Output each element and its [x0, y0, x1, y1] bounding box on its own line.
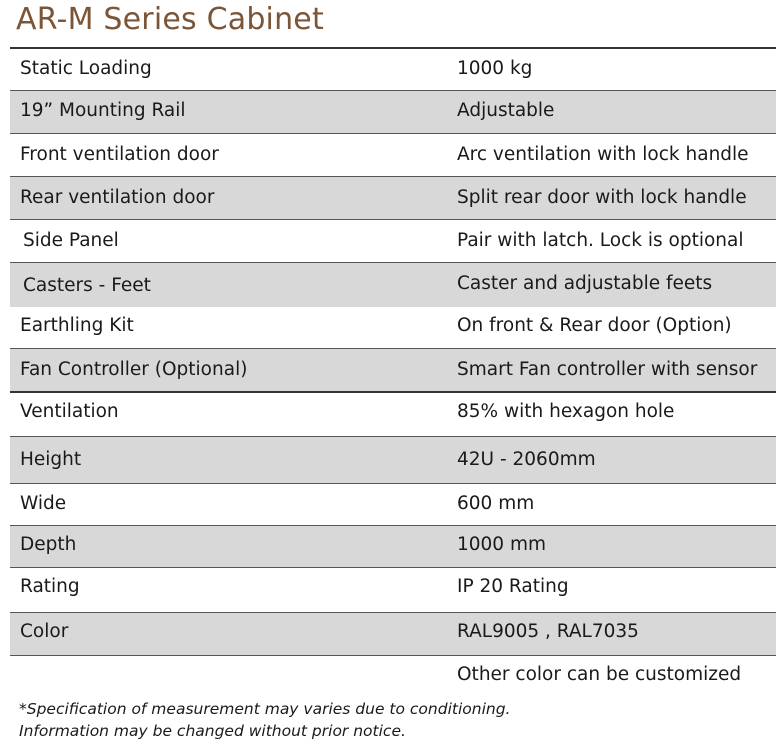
spec-label: Front ventilation door — [20, 144, 219, 165]
spec-label: Ventilation — [20, 401, 119, 422]
table-row — [10, 349, 776, 393]
table-row — [10, 656, 776, 696]
spec-label: Rear ventilation door — [20, 187, 215, 208]
table-row — [10, 393, 776, 437]
table-row — [10, 220, 776, 263]
spec-value: 85% with hexagon hole — [457, 401, 675, 422]
footnote-line: Information may be changed without prior notice. — [19, 722, 406, 740]
table-row — [10, 49, 776, 91]
spec-label: Rating — [20, 576, 80, 597]
spec-value: Split rear door with lock handle — [457, 187, 747, 208]
spec-value: Caster and adjustable feets — [457, 273, 713, 294]
table-row — [10, 307, 776, 349]
table-row — [10, 568, 776, 613]
table-row — [10, 437, 776, 484]
spec-label: Static Loading — [20, 58, 152, 79]
footnote-line: *Specification of measurement may varies due to conditioning. — [19, 700, 511, 718]
spec-value: RAL9005 , RAL7035 — [457, 621, 639, 642]
spec-value: IP 20 Rating — [457, 576, 569, 597]
spec-label: Color — [20, 621, 69, 642]
spec-value: Pair with latch. Lock is optional — [457, 230, 744, 251]
spec-label: 19” Mounting Rail — [20, 100, 186, 121]
spec-value: Other color can be customized — [457, 664, 742, 685]
spec-value: 42U - 2060mm — [457, 449, 596, 470]
spec-label: Fan Controller (Optional) — [20, 359, 248, 380]
spec-value: Smart Fan controller with sensor — [457, 359, 758, 380]
spec-label: Wide — [20, 493, 67, 514]
spec-label: Earthling Kit — [20, 315, 134, 336]
table-row — [10, 177, 776, 220]
table-row — [10, 484, 776, 526]
table-row — [10, 263, 776, 307]
spec-value: On front & Rear door (Option) — [457, 315, 732, 336]
table-row — [10, 91, 776, 134]
spec-label: Height — [20, 449, 82, 470]
spec-label: Side Panel — [23, 230, 119, 251]
table-row — [10, 134, 776, 177]
table-row — [10, 526, 776, 568]
spec-value: 1000 kg — [457, 58, 533, 79]
spec-table — [10, 49, 776, 696]
table-row — [10, 613, 776, 656]
spec-value: 600 mm — [457, 493, 535, 514]
spec-value: Adjustable — [457, 100, 555, 121]
spec-label: Casters - Feet — [23, 275, 151, 296]
footnote — [19, 698, 510, 742]
spec-value: Arc ventilation with lock handle — [457, 144, 749, 165]
spec-label: Depth — [20, 534, 77, 555]
spec-value: 1000 mm — [457, 534, 547, 555]
page-title: AR-M Series Cabinet — [16, 2, 324, 37]
